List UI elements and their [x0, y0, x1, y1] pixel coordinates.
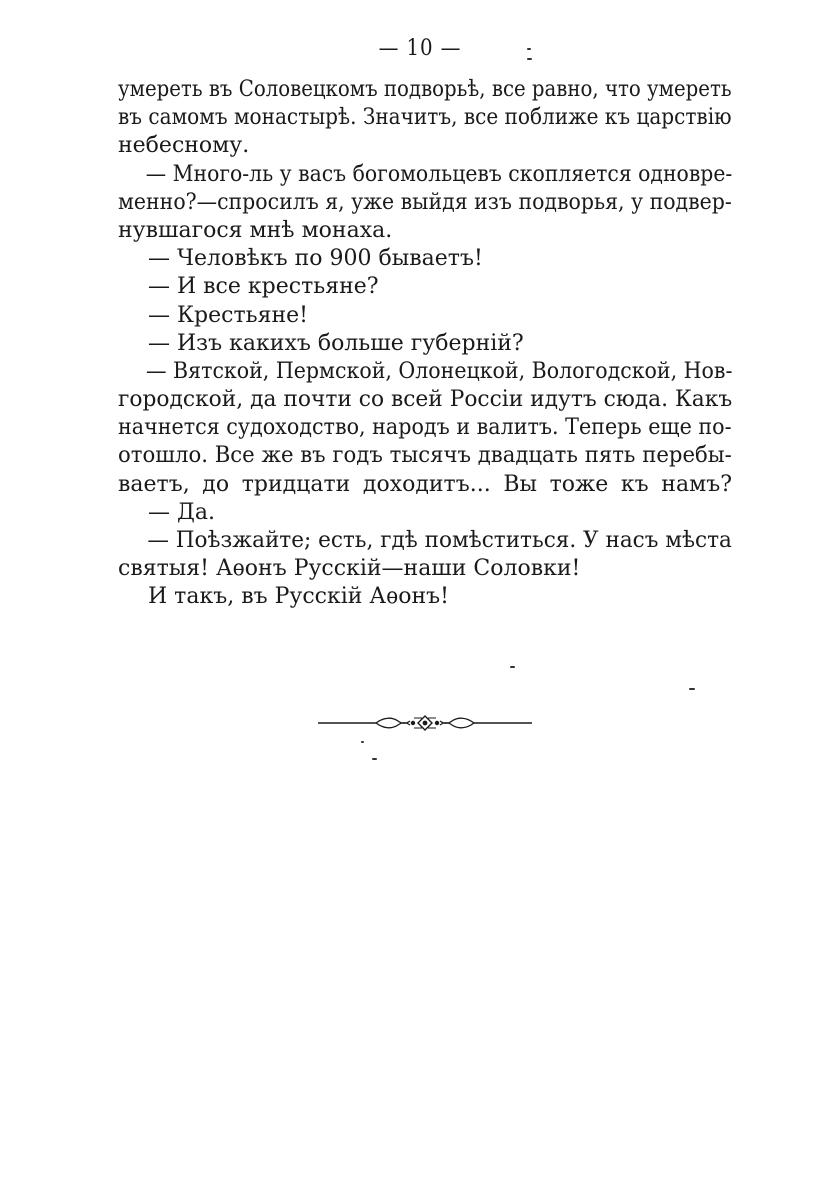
text-line: начнется судоходство, народъ и валитъ. Теперь еще по- [118, 415, 732, 441]
text-line: — Человѣкъ по 900 бываетъ! [148, 246, 483, 272]
text-line: ваетъ, до тридцати доходитъ... Вы тоже къ намъ? [118, 471, 732, 497]
print-speck [527, 58, 532, 60]
text-line: небесному. [118, 133, 250, 159]
text-line: — Много-ль у васъ богомольцевъ скопляется одновре- [145, 161, 733, 187]
print-speck [689, 688, 695, 690]
text-line: И такъ, въ Русскій Аѳонъ! [148, 584, 449, 610]
text-line: отошло. Все же въ годъ тысячъ двадцать пять перебы- [118, 443, 732, 469]
text-line: — Изъ какихъ больше губерній? [148, 330, 524, 356]
text-line: менно?—спросилъ я, уже выйдя изъ подворья, у подвер- [118, 189, 732, 215]
text-line: нувшагося мнѣ монаха. [118, 217, 393, 243]
text-line: — Поѣзжайте; есть, гдѣ помѣститься. У насъ мѣста [147, 528, 732, 553]
text-line: — Крестьяне! [148, 302, 308, 328]
print-speck [361, 741, 364, 743]
print-speck [527, 48, 531, 50]
text-line: святыя! Аѳонъ Русскій—наши Соловки! [118, 556, 581, 582]
text-line: — Вятской, Пермской, Олонецкой, Вологодской, Нов- [145, 358, 733, 384]
ornament-divider-icon [318, 712, 532, 734]
print-speck [510, 666, 515, 668]
text-line: — Да. [148, 499, 215, 525]
page-number: — 10 — [378, 36, 462, 61]
text-line: въ самомъ монастырѣ. Значитъ, все поближе къ царствію [118, 105, 732, 131]
print-speck [372, 758, 377, 760]
text-line: городской, да почти со всей Россіи идутъ сюда. Какъ [118, 387, 733, 413]
text-line: умереть въ Соловецкомъ подворьѣ, все равно, что умереть [118, 77, 732, 102]
text-line: — И все крестьяне? [148, 274, 379, 300]
body-text [118, 76, 732, 612]
